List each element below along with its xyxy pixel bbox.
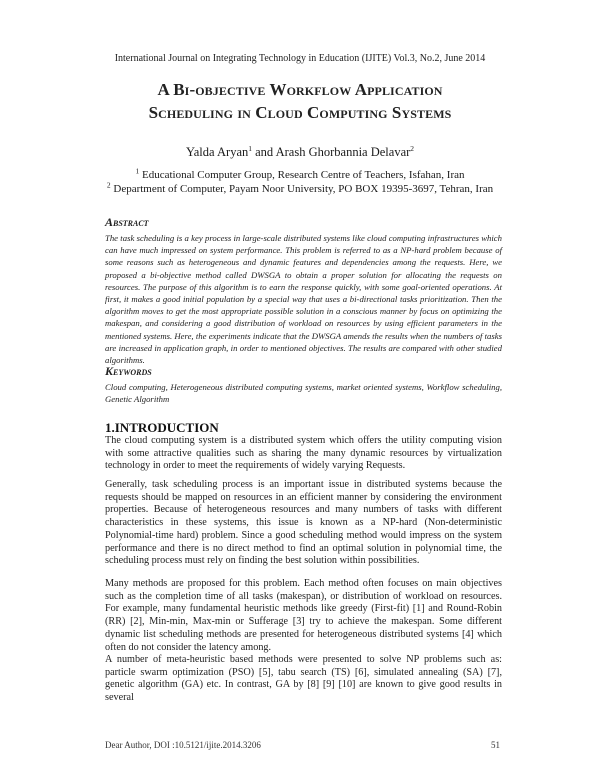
author-affiliation-marker: 2	[410, 143, 415, 153]
page-number: 51	[491, 740, 500, 750]
keywords-heading: Keywords	[105, 364, 152, 378]
affiliation	[0, 182, 600, 196]
abstract-heading: Abstract	[105, 215, 149, 229]
author-name: Yalda Aryan	[185, 145, 249, 159]
affiliation-marker: 1	[135, 166, 140, 176]
keywords-text: Cloud computing, Heterogeneous distributed computing systems, market oriented systems, Workflow scheduling, Genetic Algorithm	[105, 382, 502, 405]
body-paragraph: The cloud computing system is a distributed system which offers the utility computing vision with some attractive qualities such as sharing the many dynamic resources by virtualization technology in order to meet the requirements of widely varying Requests.	[105, 435, 502, 472]
paper-title	[60, 78, 540, 124]
journal-header: International Journal on Integrating Technology in Education (IJITE) Vol.3, No.2, June 2014	[114, 53, 486, 64]
affiliation	[0, 168, 600, 182]
introduction-heading: 1.INTRODUCTION	[105, 420, 219, 435]
author-name: Arash Ghorbannia Delavar	[275, 145, 411, 159]
affiliation-marker: 2	[106, 180, 111, 190]
title-line-2: Scheduling in Cloud Computing Systems	[148, 103, 452, 122]
author-affiliation-marker: 1	[248, 143, 252, 153]
affiliation-text: Department of Computer, Payam Noor University, PO BOX 19395-3697, Tehran, Iran	[110, 183, 494, 195]
abstract-text: The task scheduling is a key process in large-scale distributed systems like cloud computing infrastructures which can have much impressed on system performance. This problem is referred to as a NP-hard problem because of some reasons such as heterogeneous and dynamic features and dependencies among the requests. Here, we proposed a bi-objective method called DWSGA to obtain a proper solution for allocating the requests on resources. The purpose of this algorithm is to earn the response quickly, with some goal-oriented operations. At first, it makes a good initial population by a special way that uses a bi-directional tasks prioritization. Then the algorithm moves to get the most appropriate possible solution in a conscious manner by focus on optimizing the makespan, and considering a good distribution of workload on resources by using efficient parameters in the mentioned systems. Here, the experiments indicate that the DWSGA amends the results when the numbers of tasks are increased in application graph, in order to mentioned objectives. The results are compared with other studied algorithms.	[105, 233, 502, 366]
title-line-1: A Bi-objective Workflow Application	[157, 80, 443, 99]
body-paragraph: A number of meta-heuristic based methods were presented to solve NP problems such as: particle swarm optimization (PSO) [5], tabu search (TS) [6], simulated annealing (SA) [7], genetic algorithm (GA) etc. In contrast, GA by [8] [9] [10] are known to give good results in several	[105, 654, 502, 704]
author-list	[0, 145, 600, 160]
body-paragraph: Generally, task scheduling process is an important issue in distributed systems because the requests should be mapped on resources in an efficient manner by considering the environment properties. Because of heterogeneous resources and many numbers of tasks with different characteristics in these systems, this issue is known as a NP-hard (Non-deterministic Polynomial-time hard) problem. Since a good scheduling method would impress on the system performance and there is no direct method to find an optimal solution in polynomial time, the scheduling process must rely on finding the best solution within possibilities.	[105, 479, 502, 567]
affiliation-list	[0, 168, 600, 196]
body-paragraph: Many methods are proposed for this problem. Each method often focuses on main objectives such as the completion time of all tasks (makespan), or distribution of workload on resources. For example, many fundamental heuristic methods like greedy (First-fit) [1] and Round-Robin (RR) [2], Min-min, Max-min or Sufferage [3] try to achieve the makespan. Some different dynamic list scheduling methods are presented for heterogeneous distributed systems [4] which often do not consider the latency among.	[105, 578, 502, 653]
affiliation-text: Educational Computer Group, Research Centre of Teachers, Isfahan, Iran	[139, 169, 465, 181]
footer-doi: Dear Author, DOI :10.5121/ijite.2014.3206	[105, 740, 261, 750]
author-connector: and	[252, 145, 276, 159]
